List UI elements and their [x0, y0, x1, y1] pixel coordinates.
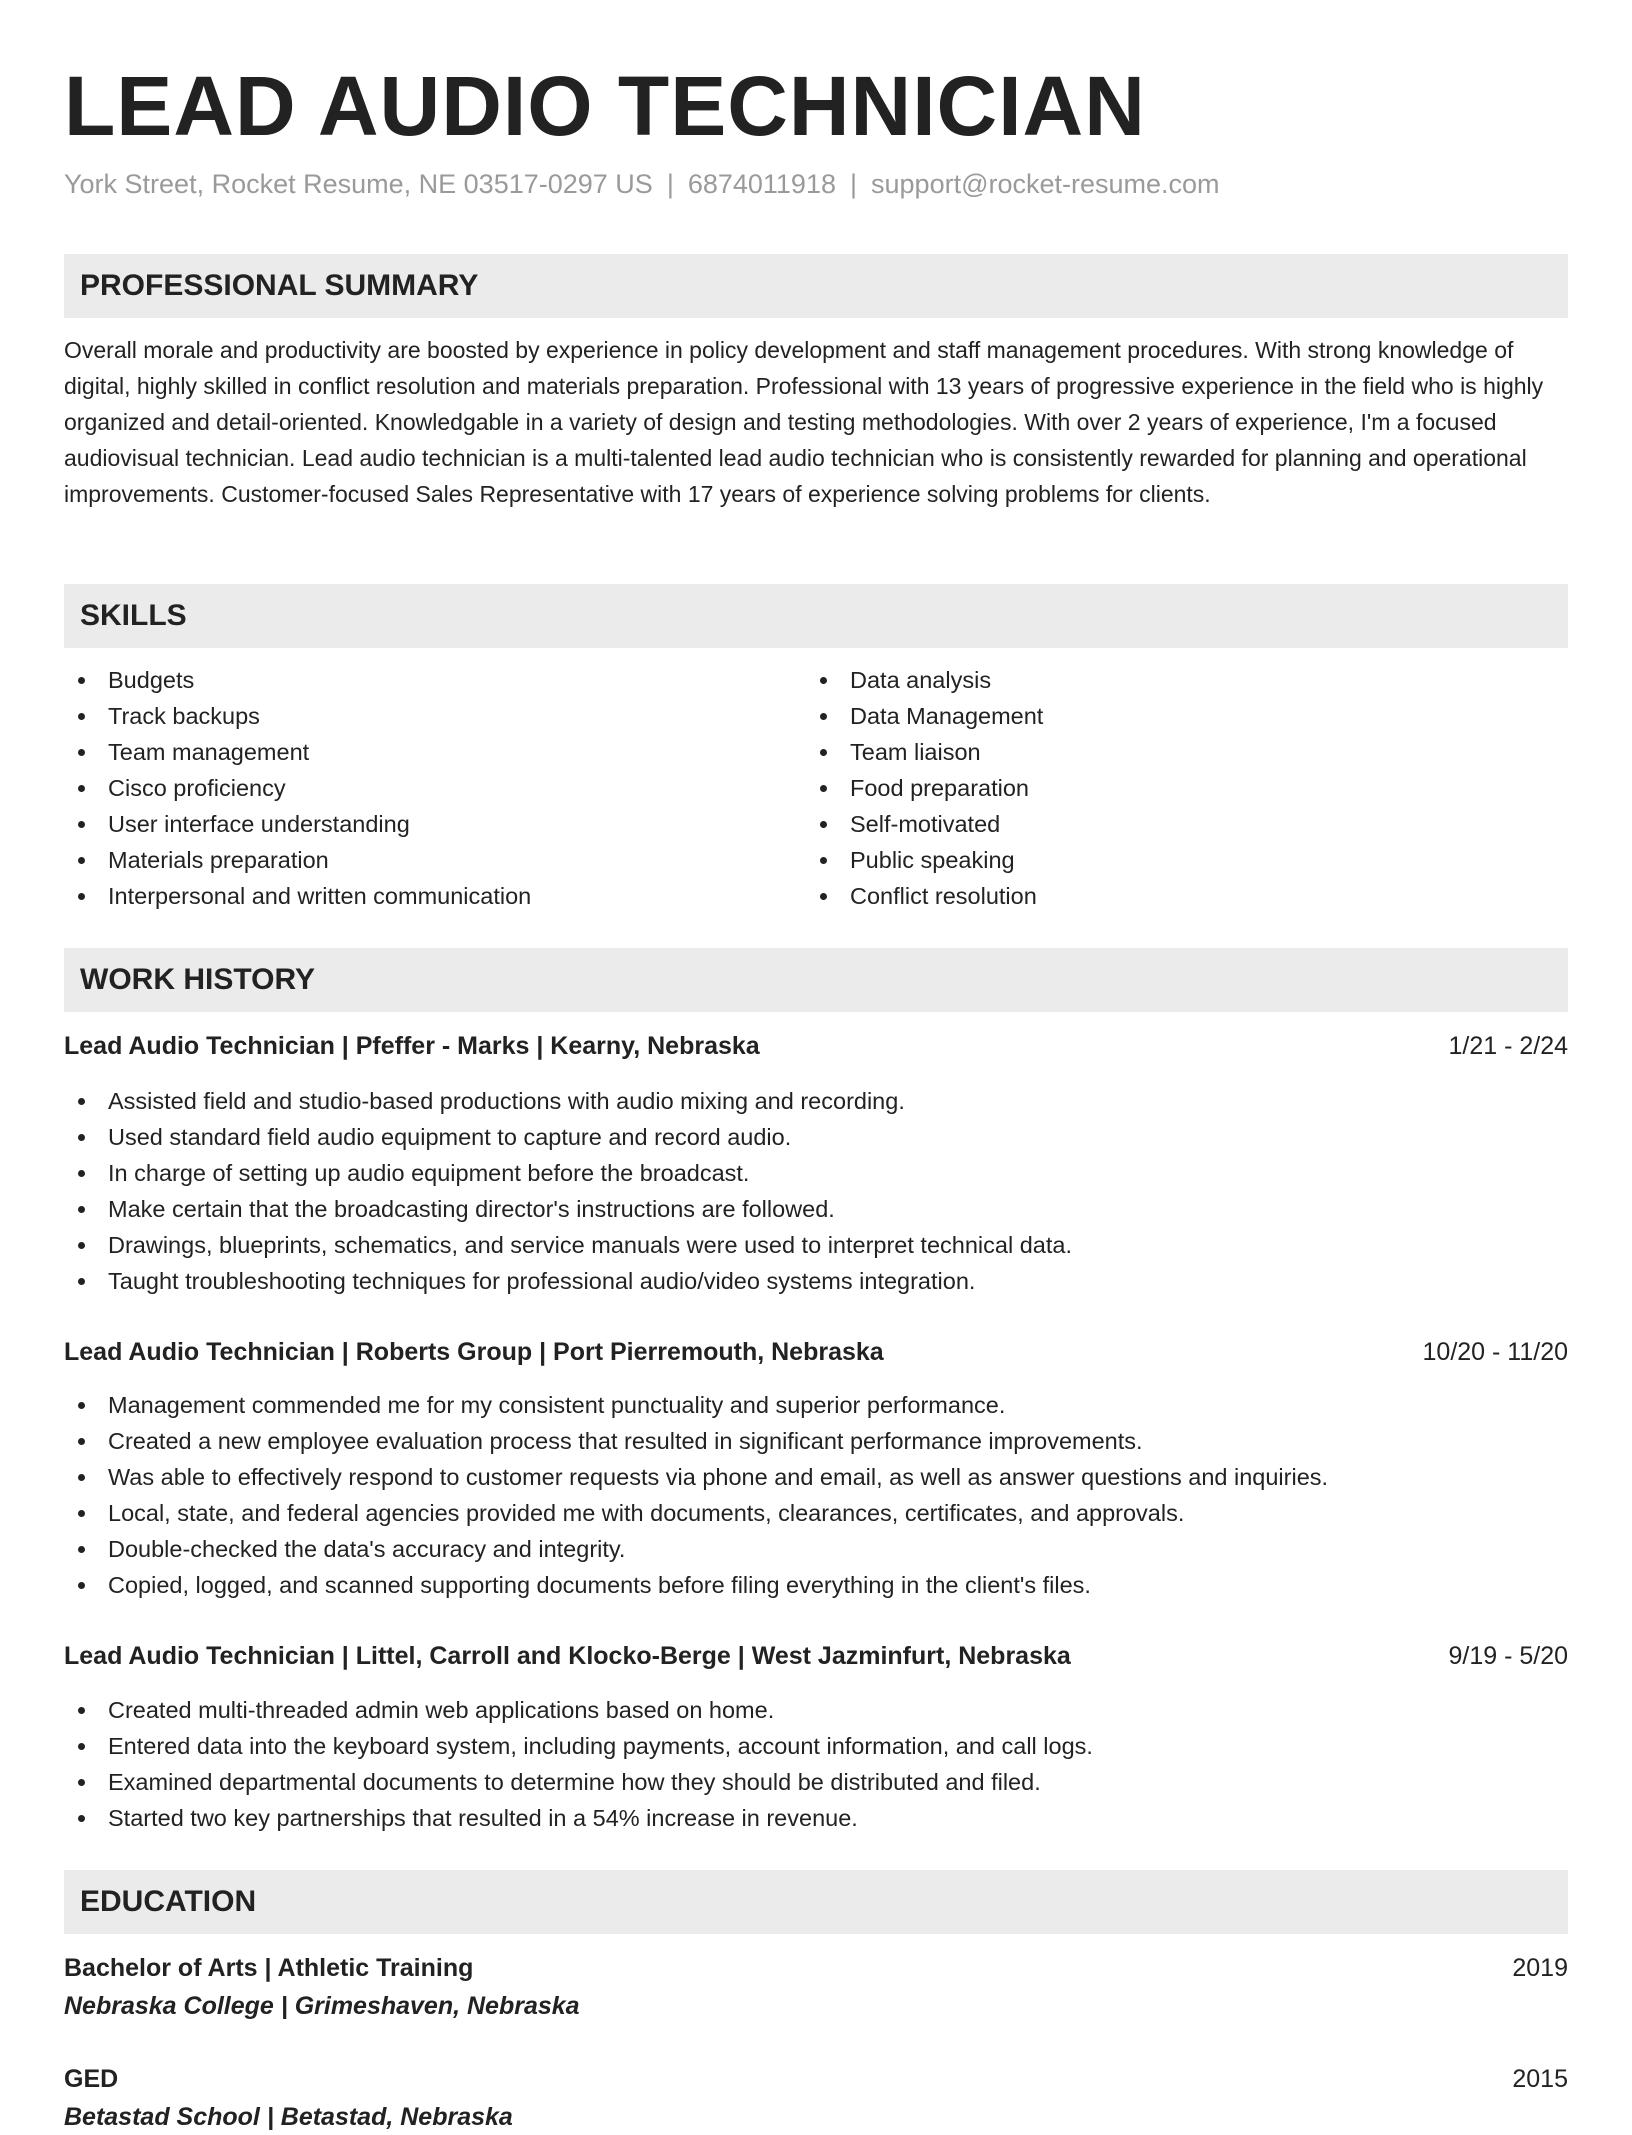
section-title-work-history: WORK HISTORY — [80, 963, 316, 996]
job-dates: 9/19 - 5/20 — [1448, 1642, 1568, 1670]
education-year: 2015 — [1512, 2065, 1568, 2093]
skill-item: Team liaison — [806, 734, 1043, 770]
job-bullet: Used standard field audio equipment to capture and record audio. — [64, 1119, 1072, 1155]
job-bullet: Taught troubleshooting techniques for professional audio/video systems integration. — [64, 1263, 1072, 1299]
skill-item: Food preparation — [806, 770, 1043, 806]
job-bullet: Was able to effectively respond to customer requests via phone and email, as well as answer questions and inquiries. — [64, 1459, 1328, 1495]
job-bullet: Double-checked the data's accuracy and integrity. — [64, 1531, 1328, 1567]
education-school: Nebraska College | Grimeshaven, Nebraska — [64, 1992, 580, 2020]
education-degree: Bachelor of Arts | Athletic Training — [64, 1954, 474, 1982]
education-school: Betastad School | Betastad, Nebraska — [64, 2103, 513, 2131]
section-title-summary: PROFESSIONAL SUMMARY — [80, 269, 479, 302]
job-bullet: Drawings, blueprints, schematics, and service manuals were used to interpret technical data. — [64, 1227, 1072, 1263]
skill-item: User interface understanding — [64, 806, 531, 842]
section-title-skills: SKILLS — [80, 599, 187, 632]
job-bullet: Examined departmental documents to determine how they should be distributed and filed. — [64, 1764, 1093, 1800]
resume-name: LEAD AUDIO TECHNICIAN — [64, 59, 1146, 153]
job-bullet: Entered data into the keyboard system, including payments, account information, and call logs. — [64, 1728, 1093, 1764]
education-year: 2019 — [1512, 1954, 1568, 1982]
skills-column-left — [64, 662, 531, 914]
skill-item: Data analysis — [806, 662, 1043, 698]
skill-item: Conflict resolution — [806, 878, 1043, 914]
job-bullet: Make certain that the broadcasting director's instructions are followed. — [64, 1191, 1072, 1227]
section-header-education — [64, 1870, 1568, 1934]
job-bullet: Started two key partnerships that resulted in a 54% increase in revenue. — [64, 1800, 1093, 1836]
skill-item: Interpersonal and written communication — [64, 878, 531, 914]
job-title: Lead Audio Technician | Littel, Carroll and Klocko-Berge | West Jazminfurt, Nebraska — [64, 1642, 1071, 1670]
job-bullet: Local, state, and federal agencies provided me with documents, clearances, certificates, and approvals. — [64, 1495, 1328, 1531]
section-header-summary — [64, 254, 1568, 318]
contact-separator: | — [666, 169, 674, 199]
skills-column-right — [806, 662, 1043, 914]
summary-text: Overall morale and productivity are boosted by experience in policy development and staff management procedures. With strong knowledge of digital, highly skilled in conflict resolution and materials preparation. Professional with 13 years of progressive experience in the field who is highly organized and detail-oriented. Knowledgable in a variety of design and testing methodologies. With over 2 years of experience, I'm a focused audiovisual technician. Lead audio technician is a multi-talented lead audio technician who is consistently rewarded for planning and operational improvements. Customer-focused Sales Representative with 17 years of experience solving problems for clients. — [64, 337, 1544, 507]
job-bullet: In charge of setting up audio equipment before the broadcast. — [64, 1155, 1072, 1191]
job-dates: 1/21 - 2/24 — [1448, 1032, 1568, 1060]
contact-line — [64, 166, 1220, 202]
skill-item: Cisco proficiency — [64, 770, 531, 806]
skill-item: Self-motivated — [806, 806, 1043, 842]
job-bullet: Created multi-threaded admin web applications based on home. — [64, 1692, 1093, 1728]
job-title: Lead Audio Technician | Pfeffer - Marks | Kearny, Nebraska — [64, 1032, 760, 1060]
skill-item: Public speaking — [806, 842, 1043, 878]
skill-item: Materials preparation — [64, 842, 531, 878]
section-title-education: EDUCATION — [80, 1885, 257, 1918]
contact-separator: | — [850, 169, 858, 199]
job-dates: 10/20 - 11/20 — [1422, 1338, 1568, 1366]
resume-page — [64, 0, 1568, 2131]
job-bullet: Management commended me for my consistent punctuality and superior performance. — [64, 1387, 1328, 1423]
job-bullets — [64, 1083, 1072, 1299]
section-header-work-history — [64, 948, 1568, 1012]
job-bullet: Created a new employee evaluation process that resulted in significant performance improvements. — [64, 1423, 1328, 1459]
job-bullets — [64, 1692, 1093, 1836]
skill-item: Budgets — [64, 662, 531, 698]
skill-item: Data Management — [806, 698, 1043, 734]
job-bullet: Copied, logged, and scanned supporting documents before filing everything in the client's files. — [64, 1567, 1328, 1603]
job-title: Lead Audio Technician | Roberts Group | Port Pierremouth, Nebraska — [64, 1338, 884, 1366]
contact-address: York Street, Rocket Resume, NE 03517-0297 US — [64, 169, 653, 199]
education-degree: GED — [64, 2065, 119, 2093]
skill-item: Team management — [64, 734, 531, 770]
skill-item: Track backups — [64, 698, 531, 734]
job-bullet: Assisted field and studio-based productions with audio mixing and recording. — [64, 1083, 1072, 1119]
contact-phone: 6874011918 — [687, 169, 836, 199]
contact-email[interactable]: support@rocket-resume.com — [871, 169, 1220, 199]
section-header-skills — [64, 584, 1568, 648]
job-bullets — [64, 1387, 1328, 1603]
